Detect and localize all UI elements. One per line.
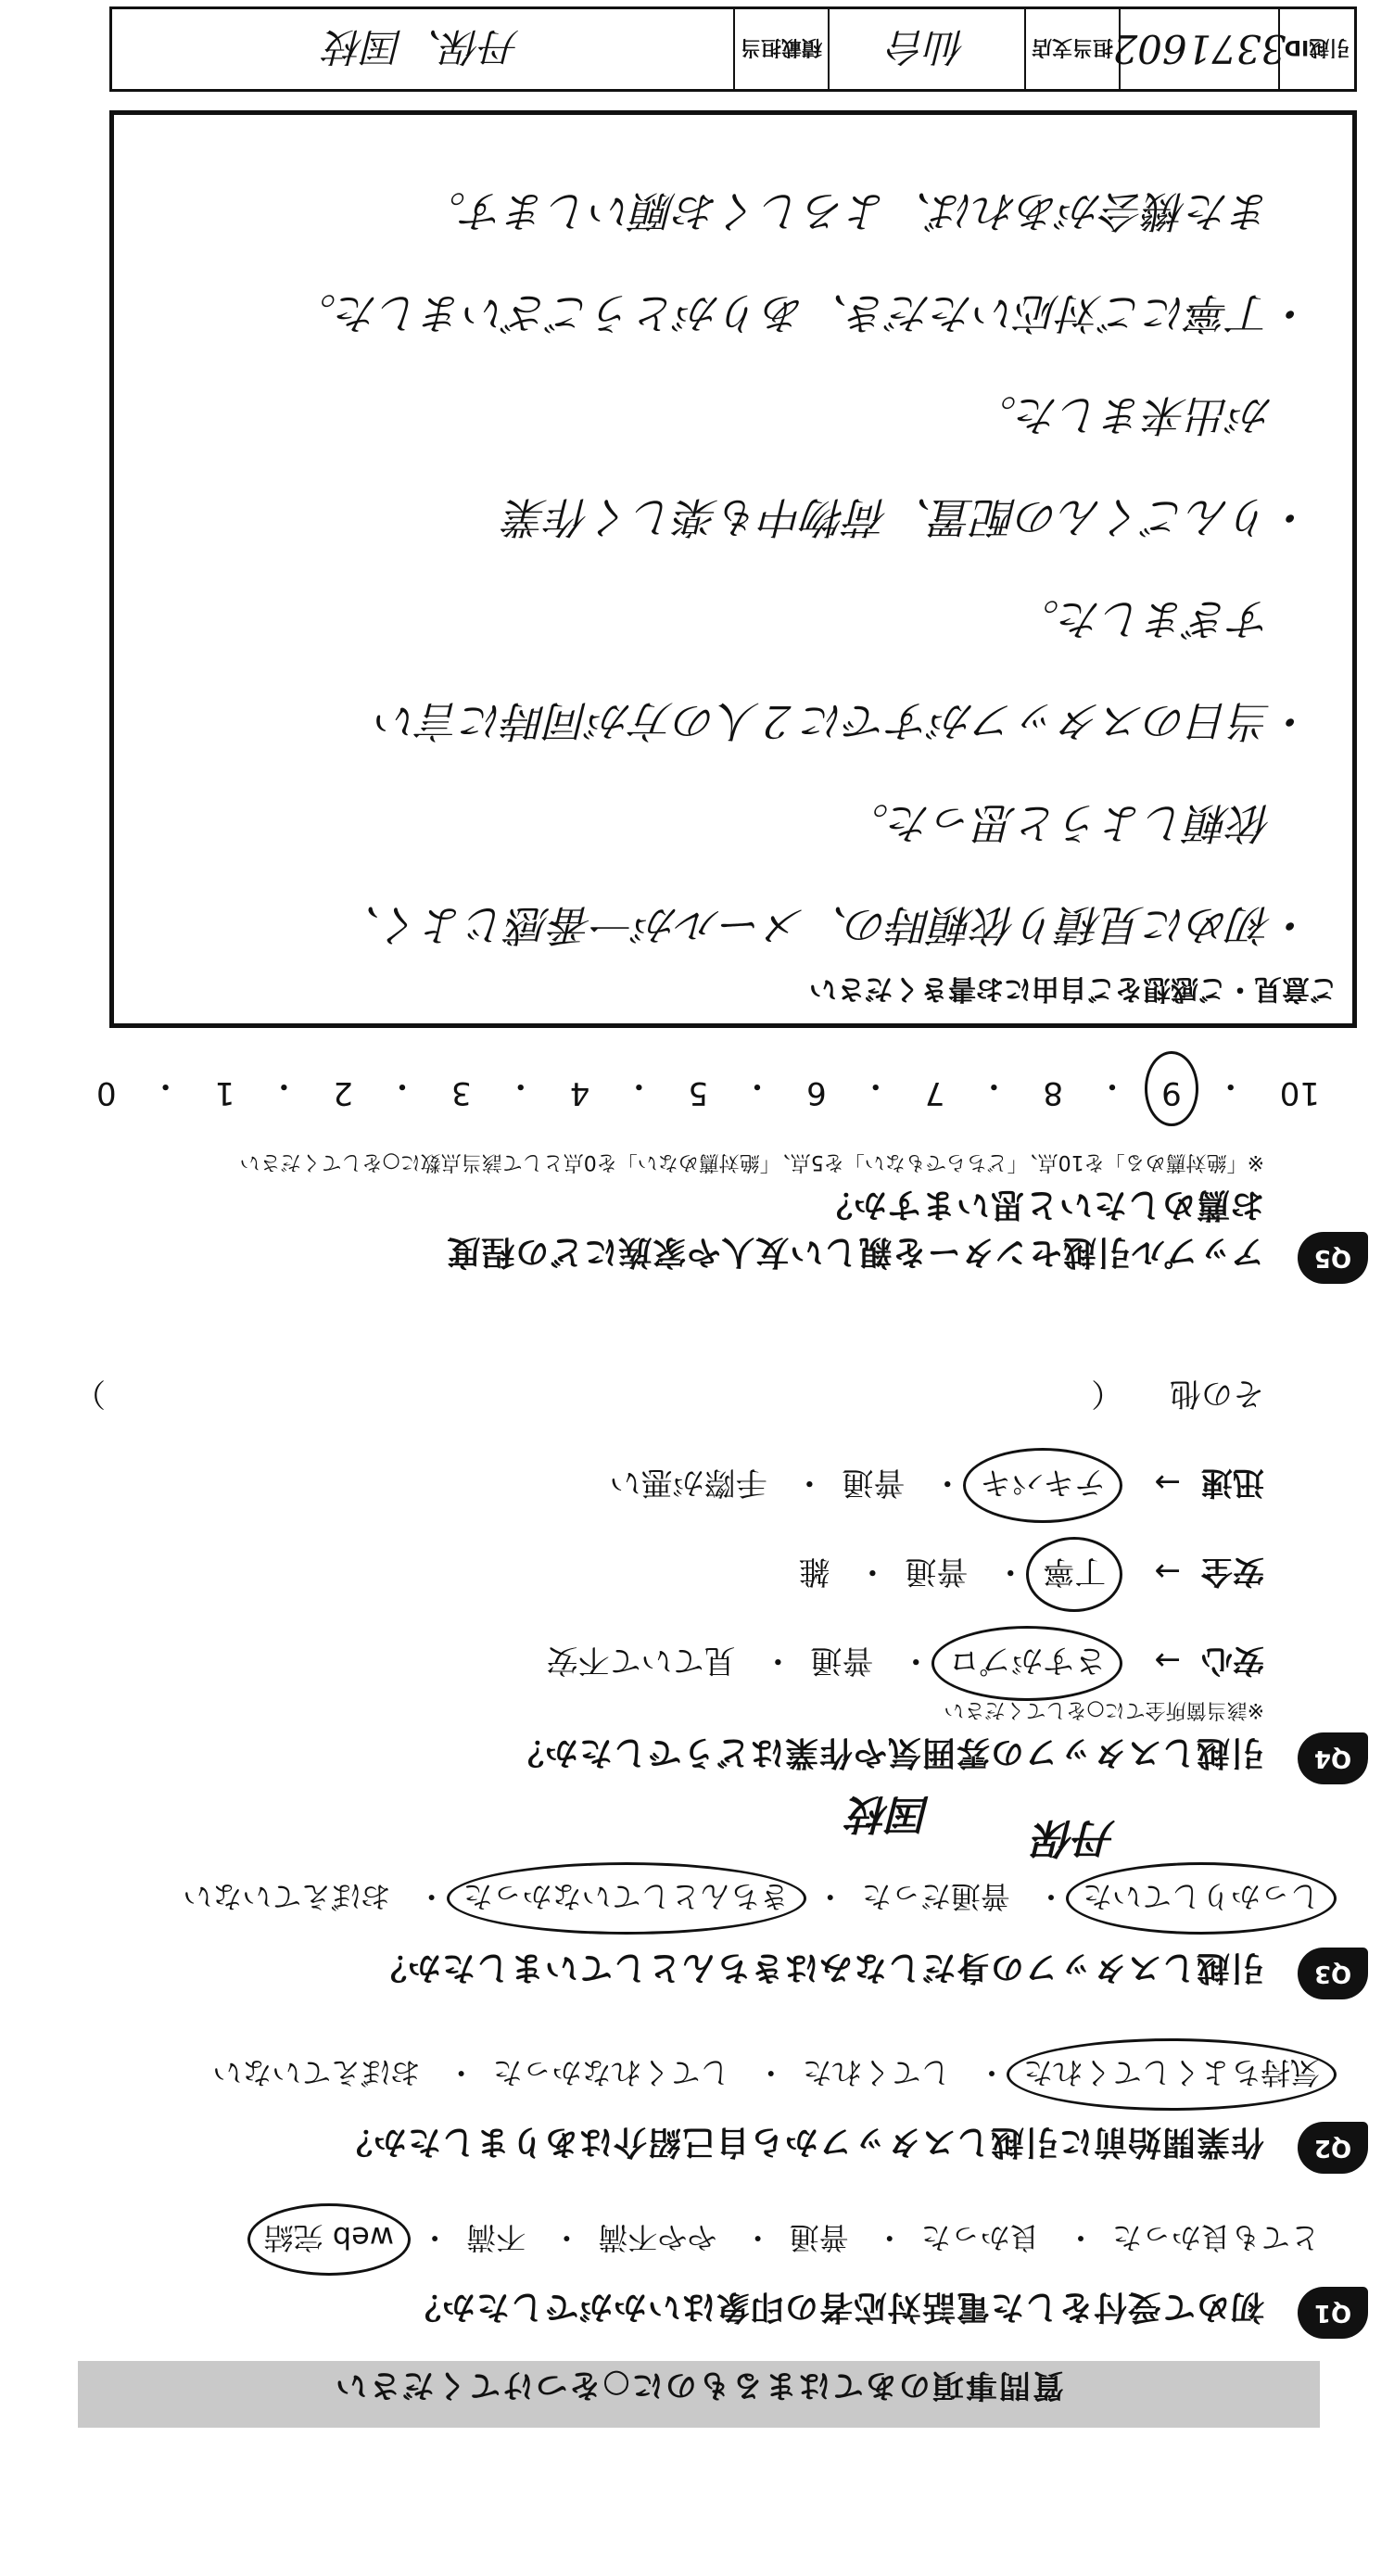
q4-option: 普通 <box>810 1642 874 1679</box>
recommend-scale: 10 ・ 9 ・ 8 ・ 7 ・ 6 ・ 5 ・ 4 ・ 3 ・ 2 ・ 1 ・ 0 <box>96 1067 1320 1111</box>
footer-label: 担当支店 <box>1024 9 1119 89</box>
handwritten-note: 丹保 <box>1034 1814 1116 1861</box>
q4-option-circled: さすがプロ <box>948 1641 1106 1686</box>
comment-line: すぎました。 <box>1017 594 1315 644</box>
scale-value: 7 <box>924 1074 945 1111</box>
scale-value: 0 <box>96 1074 117 1111</box>
q4-row-label: 迅速 <box>1201 1464 1264 1501</box>
q4-row-jinsoku: 迅速→ テキパキ・ 普通・ 手際が悪い <box>593 1463 1264 1508</box>
q1-option: やや不満 <box>598 2220 717 2255</box>
q4-option: 雑 <box>798 1553 830 1590</box>
comments-title: ご意見・ご感想をご自由にお書きください <box>809 972 1337 1005</box>
q2-option: おぼえていない <box>212 2055 421 2090</box>
scale-value: 3 <box>451 1074 472 1111</box>
q1-options: とても良かった・ 良かった・ 普通・ やや不満・ 不満・ web 完結 <box>78 2218 1320 2261</box>
q4-row-label: 安全 <box>1201 1553 1264 1590</box>
footer-label: 積載担当 <box>733 9 828 89</box>
q3-option: おぼえていない <box>183 1879 391 1914</box>
q4-row-label: 安心 <box>1201 1642 1264 1679</box>
comment-line: ・りんごくんの配置、荷物中も楽しく作業 <box>505 492 1315 542</box>
question-2 <box>96 2121 1352 2168</box>
q4-badge: Q4 <box>1298 1732 1368 1784</box>
q2-option: してくれなかった <box>492 2055 730 2090</box>
q1-badge: Q1 <box>1298 2287 1368 2339</box>
question-5 <box>96 1149 1352 1278</box>
scale-value-circled: 9 <box>1161 1066 1182 1111</box>
q4-other-close: ） <box>74 1375 106 1412</box>
q3-option: 普通だった <box>861 1879 1010 1914</box>
comment-line: が出来ました。 <box>974 390 1315 440</box>
q4-option-circled: テキパキ <box>980 1463 1106 1508</box>
q4-option: 見ていて不安 <box>546 1642 736 1679</box>
instruction-banner <box>78 2361 1320 2428</box>
q4-row-other <box>59 1374 1264 1419</box>
comment-line: 依頼しようと思った。 <box>846 798 1315 848</box>
q4-row-anshin: 安心→ さすがプロ・ 普通・ 見ていて不安 <box>530 1641 1264 1686</box>
q3-badge: Q3 <box>1298 1948 1368 1999</box>
footer-value: 3371602 <box>1119 9 1278 89</box>
q5-badge: Q5 <box>1298 1232 1368 1284</box>
q1-option: 不満 <box>466 2220 526 2255</box>
comments-box <box>109 110 1357 1028</box>
instruction-text: 質問事項のあてはまるものに○をつけてください <box>334 2367 1064 2404</box>
q4-option: 普通 <box>842 1464 906 1501</box>
q4-option: 普通 <box>905 1553 969 1590</box>
q4-other-label: その他 <box>1170 1375 1264 1412</box>
q4-other-open: （ <box>1091 1375 1123 1412</box>
comment-line: ・初めに見積り依頼時の、メールが一番感じよく、 <box>337 900 1315 950</box>
q1-option: 普通 <box>789 2220 849 2255</box>
footer-value: 仙台 <box>828 9 1024 89</box>
q4-option: 手際が悪い <box>609 1464 767 1501</box>
q2-badge: Q2 <box>1298 2122 1368 2174</box>
q1-option: とても良かった <box>1111 2220 1320 2255</box>
question-3 <box>96 1947 1352 1994</box>
q3-text: 引越しスタッフの身だしなみはきちんとしていましたか？ <box>372 1948 1264 1986</box>
footer-label: 引越ID <box>1278 9 1354 89</box>
q4-option-circled: 丁寧 <box>1043 1552 1106 1597</box>
comment-line: また機会があれば、よろしくお願いします。 <box>423 186 1315 236</box>
q3-option-circled: きちんとしていなかった <box>463 1877 790 1920</box>
q1-option: 良かった <box>920 2220 1040 2255</box>
question-1 <box>96 2286 1352 2333</box>
q4-row-anzen: 安全→ 丁寧・ 普通・ 雑 <box>782 1552 1264 1597</box>
q4-note: ※該当箇所全てに○をしてください <box>944 1698 1264 1721</box>
q2-text: 作業開始前に引越しスタッフから自己紹介はありましたか？ <box>337 2123 1264 2161</box>
handwritten-note: 国枝 <box>849 1790 931 1837</box>
footer-value: 丹保、国枝 <box>325 24 521 70</box>
question-4 <box>96 1697 1352 1779</box>
scale-value: 6 <box>806 1074 827 1111</box>
office-use-table <box>109 6 1357 92</box>
scale-value: 5 <box>688 1074 709 1111</box>
q2-option-circled: 気持ちよくしてくれた <box>1023 2053 1320 2096</box>
comment-line: ・丁寧にご対応いただき、ありがとうございました。 <box>293 288 1315 338</box>
scale-value: 8 <box>1043 1074 1064 1111</box>
scale-value: 2 <box>333 1074 353 1111</box>
scale-value: 10 <box>1279 1074 1320 1111</box>
q1-text: 初めて受付をした電話対応者の印象はいかがでしたか？ <box>406 2288 1264 2326</box>
q2-option: してくれた <box>802 2055 951 2090</box>
q3-option-circled: しっかりしていた <box>1083 1877 1320 1920</box>
comment-line: ・当日のスタッフがすでに２人の方が同時に言い <box>375 696 1315 746</box>
scale-value: 1 <box>214 1074 235 1111</box>
q4-text: 引越しスタッフの雰囲気や作業はどうでしたか？ <box>509 1733 1264 1771</box>
q5-text: アップル引越センターを親しい友人や家族にどの程度お薦めしたいと思いますか？ <box>446 1186 1264 1271</box>
q1-option-circled: web 完結 <box>264 2218 394 2261</box>
q5-note: ※「絶対薦める」を10点、「どちらでもない」を5点、「絶対薦めない」を0点として該当点数に○をしてください <box>239 1150 1264 1174</box>
scale-value: 4 <box>569 1074 590 1111</box>
q3-options: しっかりしていた・ 普通だった・ きちんとしていなかった・ おぼえていない <box>78 1877 1320 1920</box>
q2-options: 気持ちよくしてくれた・ してくれた・ してくれなかった・ おぼえていない <box>78 2053 1320 2096</box>
